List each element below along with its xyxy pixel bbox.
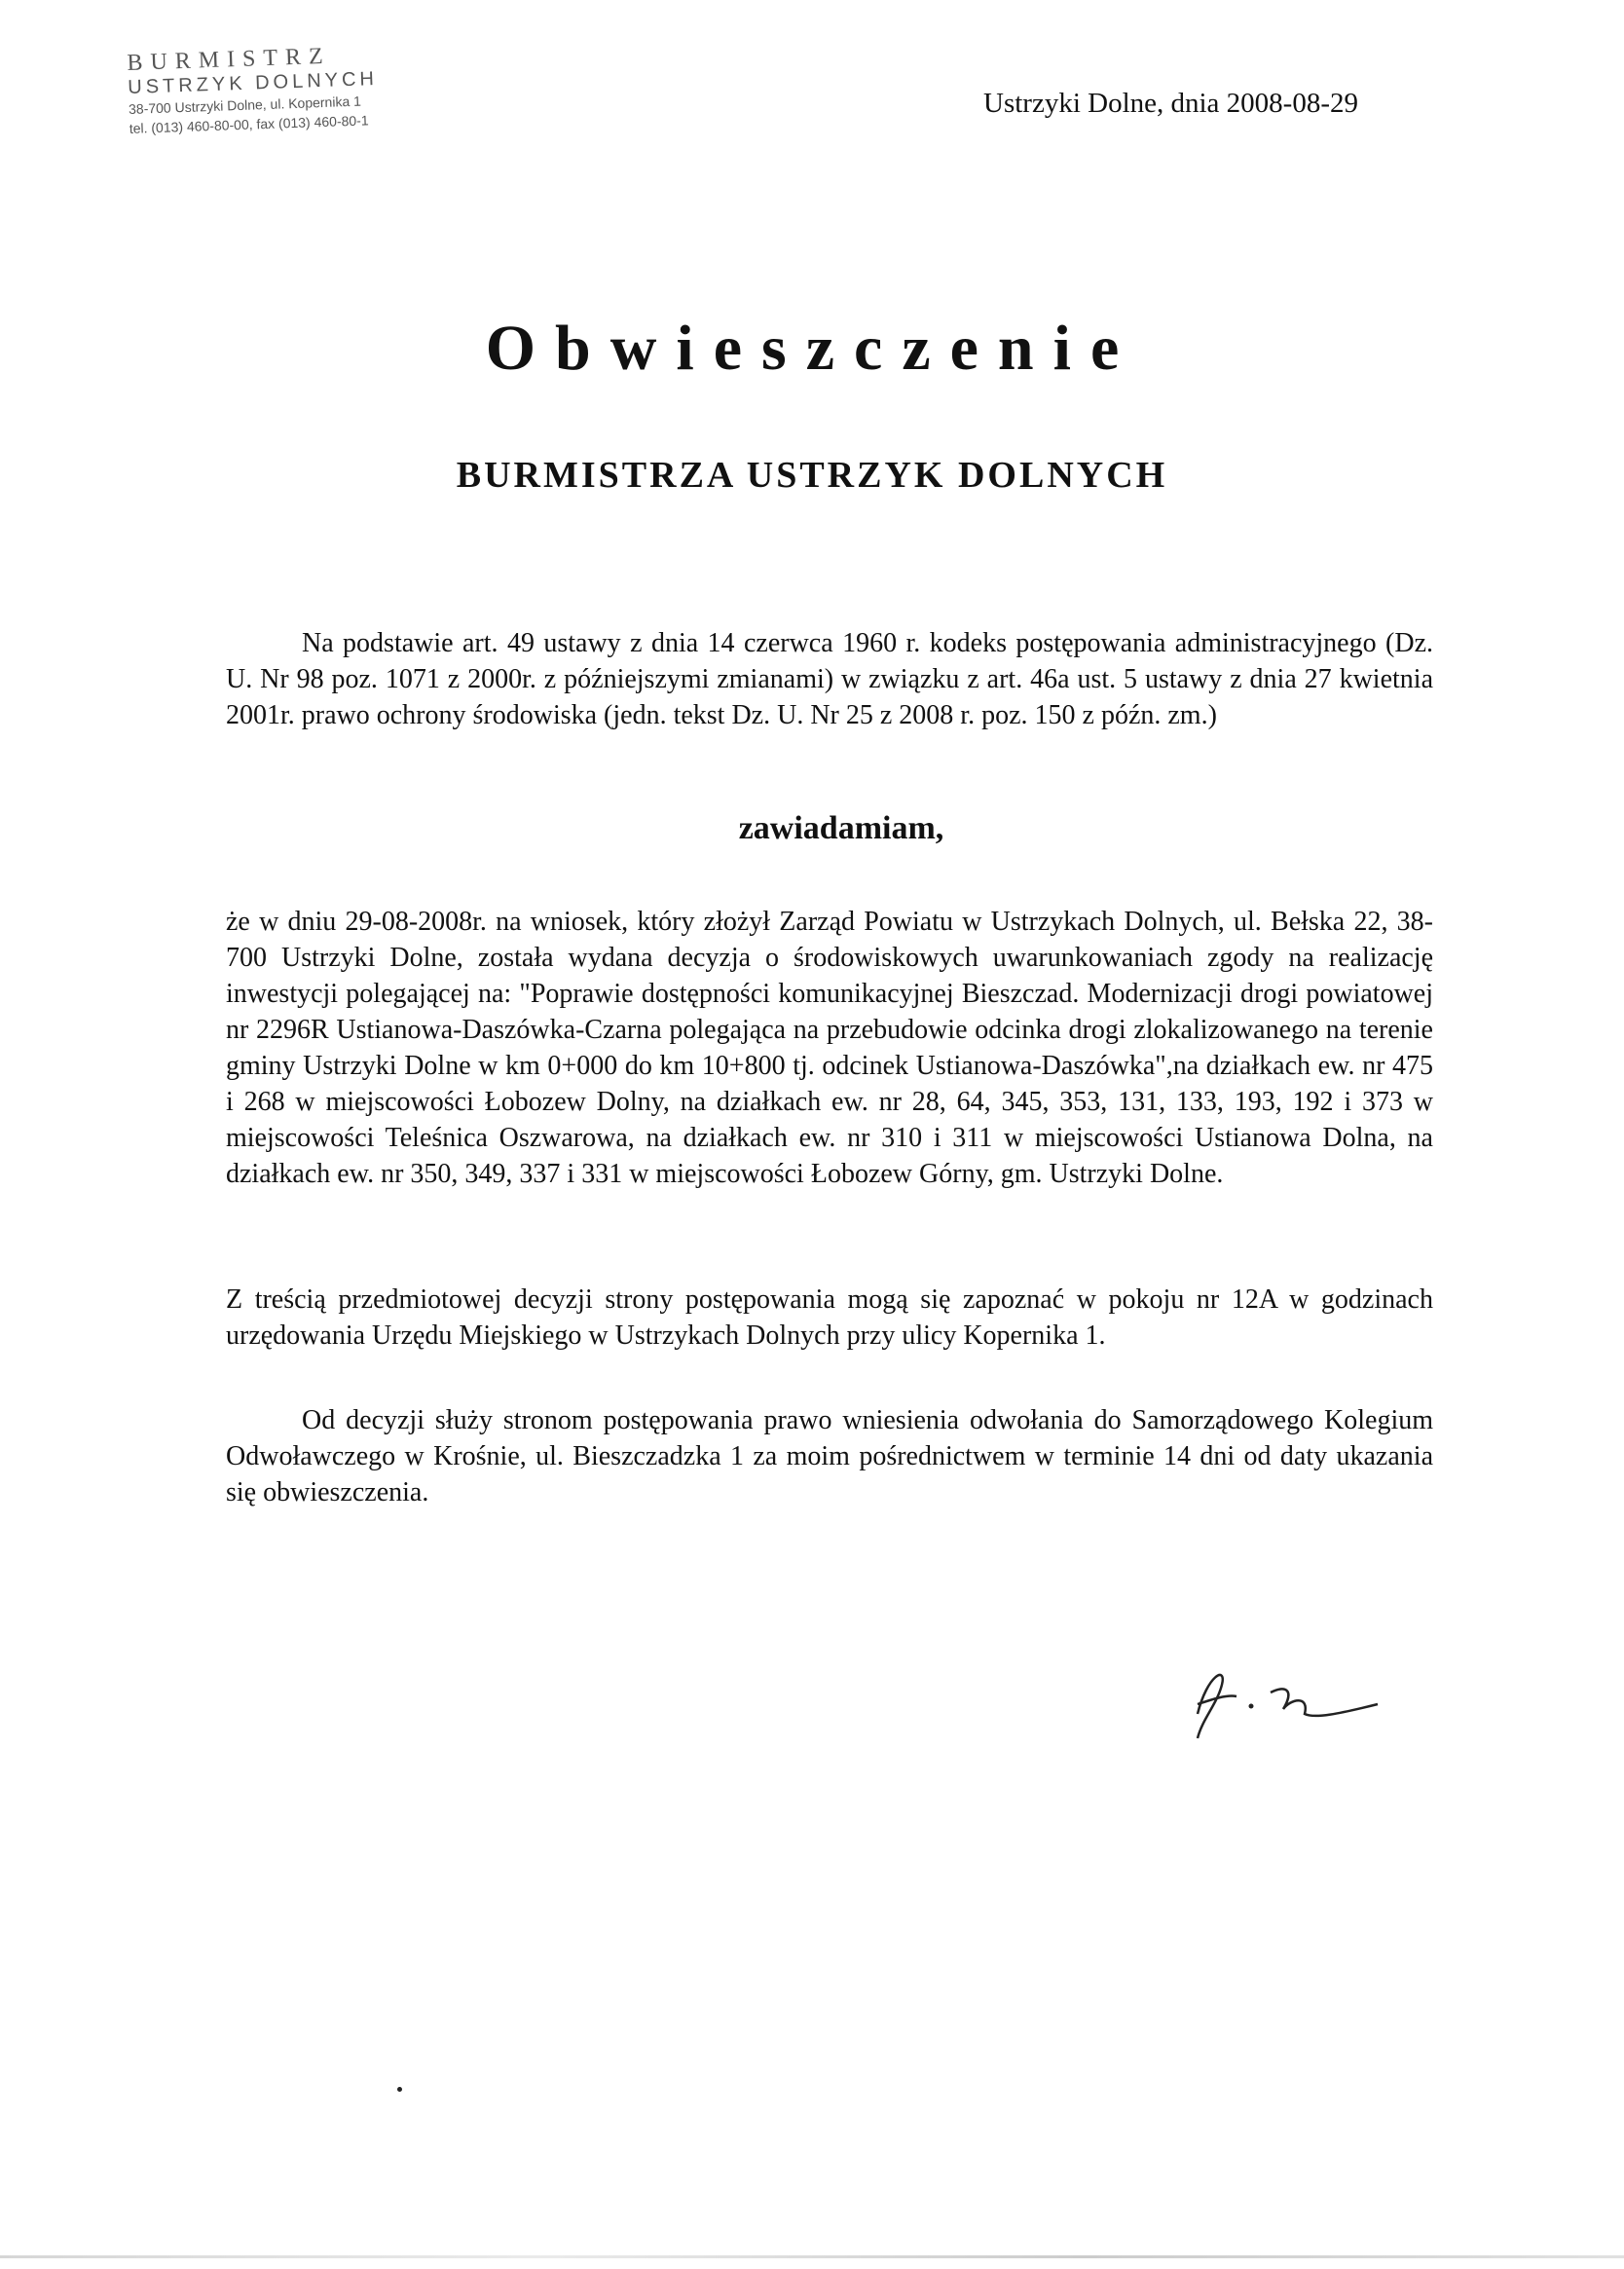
decision-paragraph: że w dniu 29-08-2008r. na wniosek, który złożył Zarząd Powiatu w Ustrzykach Dolnych, ul. Bełska 22, 38-700 Ustrzyki Dolne, została wydana decyzja o środowiskowych uwarunkowaniach zgody na realizację inwestycji polegającej na: "Poprawie dostępności komunikacyjnej Bieszczad. Modernizacji drogi powiatowej nr 2296R Ustianowa-Daszówka-Czarna polegająca na przebudowie odcinka drogi zlokalizowanego na terenie gminy Ustrzyki Dolne w km 0+000 do km 10+800 tj. odcinek Ustianowa-Daszówka",na działkach ew. nr 475 i 268 w miejscowości Łobozew Dolny, na działkach ew. nr 28, 64, 345, 353, 131, 133, 193, 192 i 373 w miejscowości Teleśnica Oszwarowa, na działkach ew. nr 310 i 311 w miejscowości Ustianowa Dolna, na działkach ew. nr 350, 349, 337 i 331 w miejscowości Łobozew Górny, gm. Ustrzyki Dolne. [226,907,1433,1189]
document-date: Ustrzyki Dolne, dnia 2008-08-29 [983,88,1358,119]
stamp-line-title: BURMISTRZ [127,43,332,76]
appeal-paragraph: Od decyzji służy stronom postępowania prawo wniesienia odwołania do Samorządowego Kolegium Odwoławczego w Krośnie, ul. Bieszczadzka 1 za moim pośrednictwem w terminie 14 dni od daty ukazania się obwieszczenia. [226,1405,1433,1507]
stamp-line-address: 38-700 Ustrzyki Dolne, ul. Kopernika 1 [128,93,362,117]
office-stamp [127,38,499,138]
handwritten-signature [1168,1646,1402,1753]
page-mark [397,2087,402,2092]
document-subtitle: BURMISTRZA USTRZYK DOLNYCH [456,455,1168,496]
stamp-line-phone: tel. (013) 460-80-00, fax (013) 460-80-1 [129,112,369,136]
document-title: Obwieszczenie [485,313,1139,384]
access-paragraph: Z treścią przedmiotowej decyzji strony postępowania mogą się zapoznać w pokoju nr 12A w godzinach urzędowania Urzędu Miejskiego w Ustrzykach Dolnych przy ulicy Kopernika 1. [226,1284,1433,1351]
legal-basis-paragraph: Na podstawie art. 49 ustawy z dnia 14 czerwca 1960 r. kodeks postępowania administracyjnego (Dz. U. Nr 98 poz. 1071 z 2000r. z późniejszymi zmianami) w związku z art. 46a ust. 5 ustawy z dnia 27 kwietnia 2001r. prawo ochrony środowiska (jedn. tekst Dz. U. Nr 25 z 2008 r. poz. 150 z późn. zm.) [226,628,1433,730]
announcement-heading: zawiadamiam, [738,810,944,846]
stamp-line-office: USTRZYK DOLNYCH [127,68,379,98]
scan-edge-line [0,2255,1624,2258]
